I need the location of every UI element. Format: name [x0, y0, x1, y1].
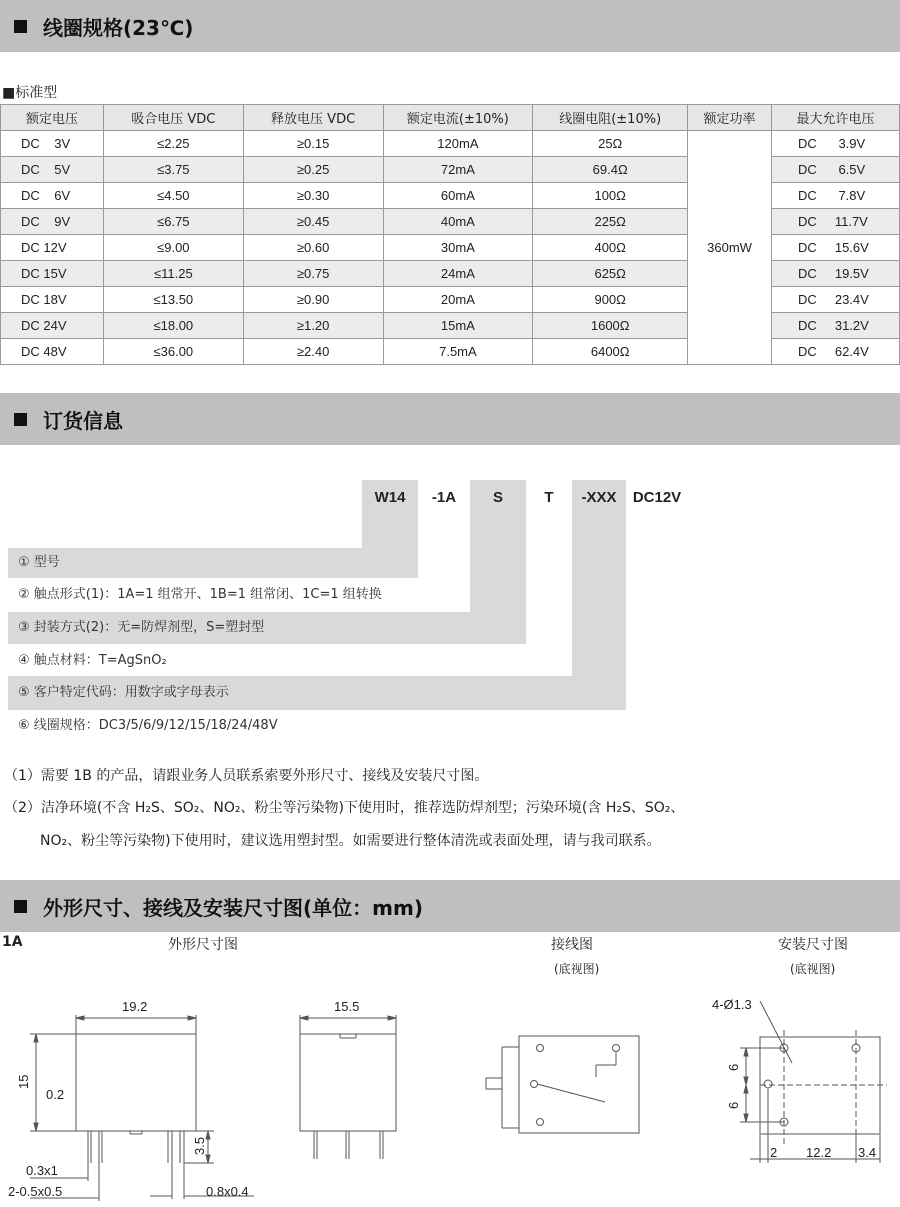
coil-symbol	[486, 1078, 502, 1089]
dim-v1: 6	[726, 1063, 741, 1071]
table-cell: 400Ω	[533, 235, 688, 261]
wiring-subtitle: (底视图)	[554, 962, 600, 976]
table-cell: 25Ω	[533, 131, 688, 157]
table-cell: ≤36.00	[103, 339, 243, 365]
table-cell: DC 48V	[1, 339, 104, 365]
variant-label: 1A	[2, 934, 23, 950]
section-title: 线圈规格(23℃)	[43, 15, 194, 40]
table-cell: ≥2.40	[243, 339, 383, 365]
table-cell: DC 24V	[1, 313, 104, 339]
table-cell: DC 23.4V	[772, 287, 900, 313]
mount-subtitle: (底视图)	[790, 962, 836, 976]
table-header-row	[1, 105, 900, 131]
dim-pin-c: 0.8x0.4	[206, 1184, 249, 1199]
code-material: T	[544, 488, 554, 506]
header-cell: 额定功率	[688, 105, 772, 131]
relay-front-body	[76, 1034, 196, 1131]
square-bullet-icon	[14, 413, 27, 426]
dim-h3: 3.4	[858, 1145, 877, 1160]
table-cell: 625Ω	[533, 261, 688, 287]
section-coil-header	[0, 0, 900, 52]
section-dimensions-header	[0, 880, 900, 932]
dim-pin-length: 3.5	[192, 1136, 207, 1155]
dim-holes: 4-Ø1.3	[712, 997, 752, 1012]
header-cell: 额定电流(±10%)	[383, 105, 533, 131]
table-cell: 6400Ω	[533, 339, 688, 365]
dim-pin-b: 2-0.5x0.5	[8, 1184, 63, 1199]
table-subtitle: ■标准型	[2, 85, 58, 101]
table-cell: ≥0.60	[243, 235, 383, 261]
rated-power-cell: 360mW	[688, 131, 772, 365]
dim-depth: 15.5	[334, 999, 360, 1014]
dim-pin-a: 0.3x1	[26, 1163, 58, 1178]
dim-gap: 0.2	[46, 1087, 65, 1102]
header-cell: 释放电压 VDC	[243, 105, 383, 131]
note-1: （1）需要 1B 的产品，请跟业务人员联系索要外形尺寸、接线及安装尺寸图。	[4, 768, 489, 784]
table-cell: 900Ω	[533, 287, 688, 313]
dim-h2: 12.2	[806, 1145, 832, 1160]
code-customer: -XXX	[572, 480, 626, 514]
table-row	[1, 131, 900, 157]
ordering-item: ④ 触点材料：T=AgSnO₂	[18, 653, 167, 668]
table-cell: 120mA	[383, 131, 533, 157]
table-cell: ≤3.75	[103, 157, 243, 183]
table-cell: DC 5V	[1, 157, 104, 183]
table-cell: ≥0.90	[243, 287, 383, 313]
table-cell: 60mA	[383, 183, 533, 209]
table-cell: 72mA	[383, 157, 533, 183]
table-cell: DC 7.8V	[772, 183, 900, 209]
table-cell: ≤11.25	[103, 261, 243, 287]
table-cell: 7.5mA	[383, 339, 533, 365]
table-cell: 69.4Ω	[533, 157, 688, 183]
note-2: （2）洁净环境(不含 H₂S、SO₂、NO₂、粉尘等污染物)下使用时，推荐选防焊剂型；污染环境(含 H₂S、SO₂、	[4, 800, 685, 816]
table-cell: DC 6.5V	[772, 157, 900, 183]
ordering-item: ① 型号	[18, 555, 60, 570]
table-cell: ≤18.00	[103, 313, 243, 339]
table-cell: ≥1.20	[243, 313, 383, 339]
header-cell: 最大允许电压	[772, 105, 900, 131]
table-cell: ≥0.30	[243, 183, 383, 209]
table-cell: ≤13.50	[103, 287, 243, 313]
ordering-item: ⑤ 客户特定代码：用数字或字母表示	[18, 685, 229, 700]
dim-height: 15	[16, 1074, 31, 1089]
wiring-title: 接线图	[551, 937, 593, 953]
table-cell: ≥0.75	[243, 261, 383, 287]
note-3: NO₂、粉尘等污染物)下使用时，建议选用塑封型。如需要进行整体清洗或表面处理，请与我司联系。	[40, 833, 661, 849]
table-cell: DC 15.6V	[772, 235, 900, 261]
table-cell: 15mA	[383, 313, 533, 339]
table-cell: DC 19.5V	[772, 261, 900, 287]
item-bar-1	[8, 548, 418, 578]
table-cell: 100Ω	[533, 183, 688, 209]
table-cell: DC 18V	[1, 287, 104, 313]
dim-width: 19.2	[122, 999, 148, 1014]
table-cell: 30mA	[383, 235, 533, 261]
table-cell: 40mA	[383, 209, 533, 235]
table-cell: ≤2.25	[103, 131, 243, 157]
table-cell: ≤6.75	[103, 209, 243, 235]
dimension-drawings	[0, 985, 900, 1207]
ordering-item: ⑥ 线圈规格：DC3/5/6/9/12/15/18/24/48V	[18, 718, 278, 733]
section-ordering-header	[0, 393, 900, 445]
table-cell: DC 11.7V	[772, 209, 900, 235]
code-package: S	[470, 480, 526, 514]
outline-title: 外形尺寸图	[168, 937, 238, 953]
table-cell: DC 62.4V	[772, 339, 900, 365]
table-cell: 24mA	[383, 261, 533, 287]
section-title: 订货信息	[43, 408, 123, 433]
table-cell: ≥0.25	[243, 157, 383, 183]
coil-spec-table	[0, 104, 900, 365]
ordering-item: ② 触点形式(1)：1A=1 组常开、1B=1 组常闭、1C=1 组转换	[18, 587, 382, 602]
table-cell: 1600Ω	[533, 313, 688, 339]
relay-side-body	[300, 1034, 396, 1131]
square-bullet-icon	[14, 900, 27, 913]
code-model: W14	[362, 480, 418, 514]
header-cell: 线圈电阻(±10%)	[533, 105, 688, 131]
section-title: 外形尺寸、接线及安装尺寸图(单位：mm)	[43, 895, 423, 920]
header-cell: 吸合电压 VDC	[103, 105, 243, 131]
code-coil: DC12V	[632, 488, 682, 506]
dim-h1: 2	[770, 1145, 778, 1160]
table-cell: DC 3V	[1, 131, 104, 157]
dim-v2: 6	[726, 1101, 741, 1109]
table-cell: DC 31.2V	[772, 313, 900, 339]
table-cell: 225Ω	[533, 209, 688, 235]
ordering-item: ③ 封装方式(2)：无=防焊剂型，S=塑封型	[18, 620, 265, 635]
mount-title: 安装尺寸图	[778, 937, 848, 953]
table-cell: DC 15V	[1, 261, 104, 287]
table-cell: DC 3.9V	[772, 131, 900, 157]
code-contact-form: -1A	[431, 488, 457, 506]
table-cell: ≥0.45	[243, 209, 383, 235]
table-cell: DC 12V	[1, 235, 104, 261]
table-cell: 20mA	[383, 287, 533, 313]
table-cell: ≤9.00	[103, 235, 243, 261]
table-cell: ≤4.50	[103, 183, 243, 209]
table-cell: ≥0.15	[243, 131, 383, 157]
table-cell: DC 9V	[1, 209, 104, 235]
header-cell: 额定电压	[1, 105, 104, 131]
table-cell: DC 6V	[1, 183, 104, 209]
square-bullet-icon	[14, 20, 27, 33]
